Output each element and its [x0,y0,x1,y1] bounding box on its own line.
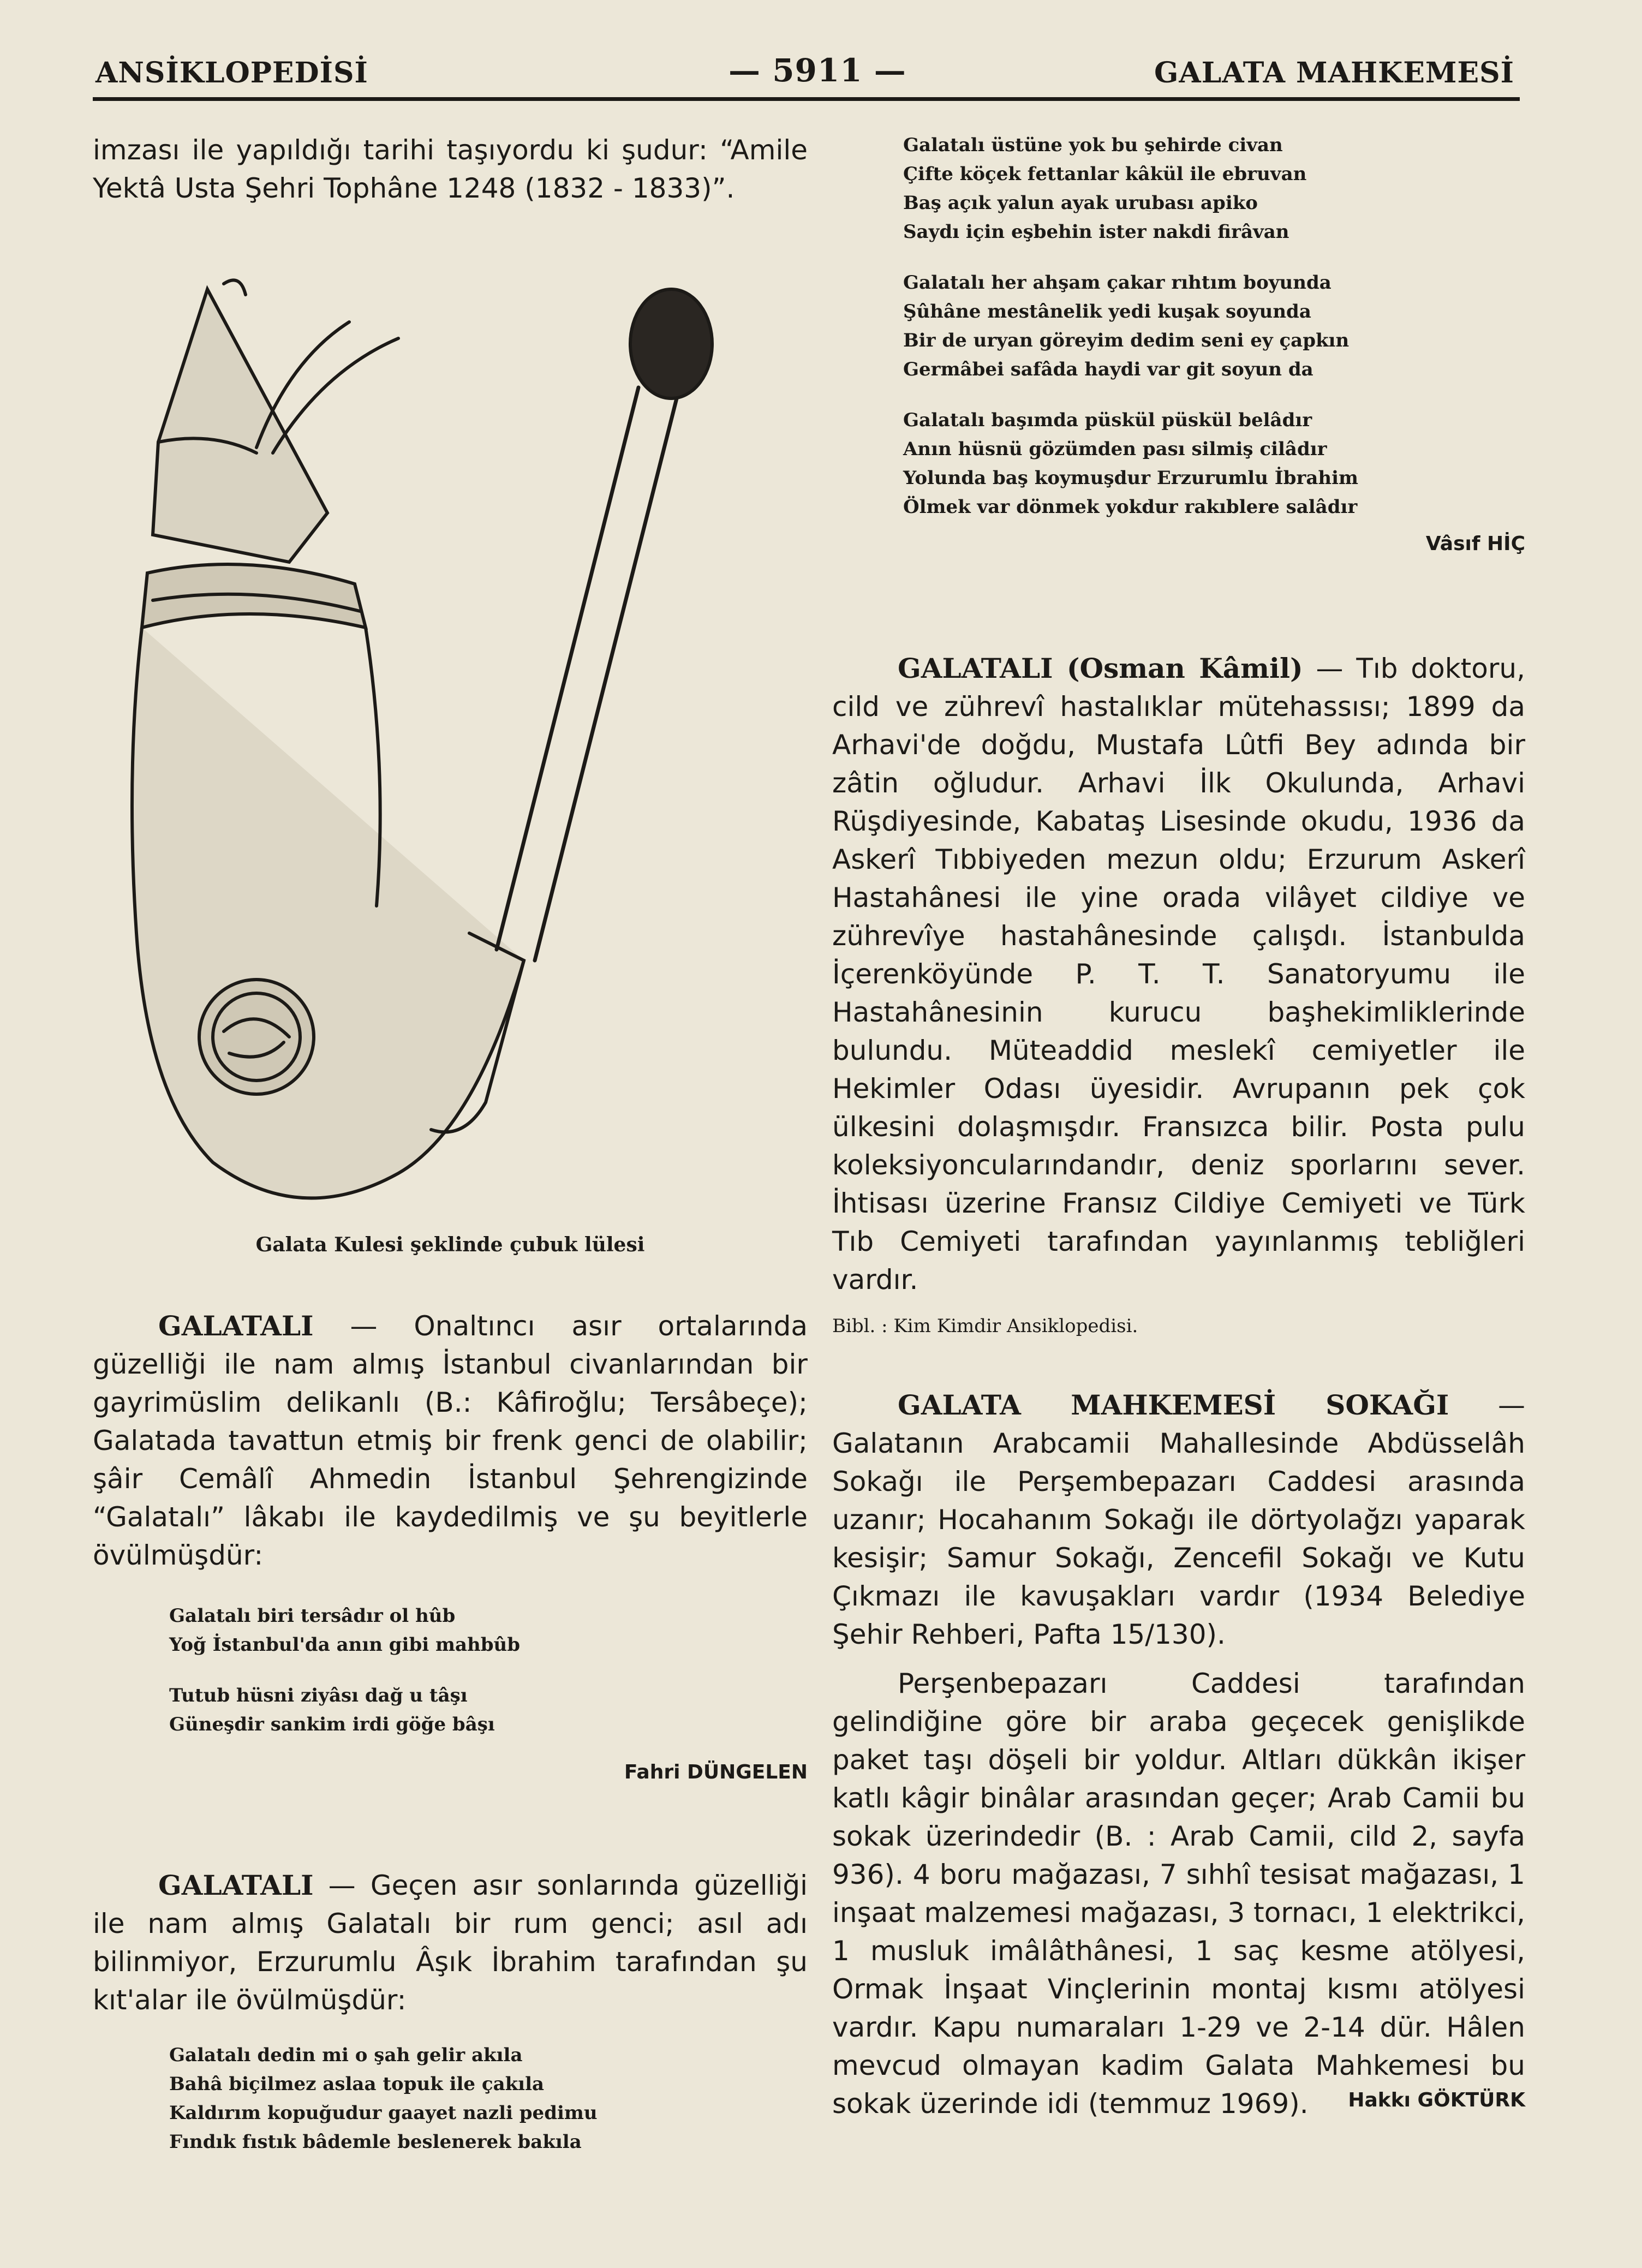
left-column [93,131,808,207]
verse-line: Bir de uryan göreyim dedim seni ey çapkın [903,330,1350,351]
entry-head: GALATALI (Osman Kâmil) [898,652,1303,684]
entry-galatali-1 [93,1307,808,1783]
entry-text-2: Perşenbepazarı Caddesi tarafından gelindiğine göre bir araba geçecek genişlikde paket taşı döşeli bir yoldur. Altları dükkân ikişer katlı kâgir binâlar arasından geçer; Arab Camii bu sokak üzerindedir (B. : Arab Camii, cild 2, sayfa 936). 4 boru mağazası, 7 sıhhî tesisat mağazası, 1 inşaat malzemesi mağazası, 3 tornacı, 1 elektrikci, 1 musluk imâlâthânesi, 1 saç kesme atölyesi, Ormak İnşaat Vinçlerinin montaj kısmı atölyesi vardır. Kapu numaraları 1-29 ve 2-14 dür. Hâlen mevcud olmayan kadim Galata Mahkemesi bu sokak üzerinde idi (temmuz 1969). [832,1668,1525,2120]
author-signature: Hakkı GÖKTÜRK [1348,2089,1525,2111]
verse-line: Fındık fıstık bâdemle beslenerek bakıla [169,2131,582,2153]
entry-osman-kamil [832,649,1525,1337]
entry-text: GALATALI — Onaltıncı asır ortalarında güzelliği ile nam almış İstanbul civanlarından bir gayrimüslim delikanlı (B.: Kâfiroğlu; Tersâbeçe); Galatada tavattun etmiş bir frenk genci de olabilir; şâir Cemâlî Ahmedin İstanbul Şehrengizinde “Galatalı” lâkabı ile kaydedilmiş ve şu beyitlerle övülmüşdür: [93,1310,808,1571]
verse-line: Galatalı her ahşam çakar rıhtım boyunda [903,272,1331,294]
entry-head: GALATA MAHKEMESİ SOKAĞI [898,1389,1449,1421]
illustration-caption: Galata Kulesi şeklinde çubuk lülesi [255,1233,645,1256]
page-number: — 5911 — [729,52,906,89]
verse-line: Baş açık yalun ayak urubası apiko [903,192,1258,214]
verse-line: Yolunda baş koymuşdur Erzurumlu İbrahim [903,467,1359,489]
verse-line: Yoğ İstanbul'da anın gibi mahbûb [169,1634,520,1656]
entry-text: GALATALI (Osman Kâmil) — Tıb doktoru, cild ve zührevî hastalıklar mütehassısı; 1899 da Arhavi'de doğdu, Mustafa Lûtfi Bey adında bir zâtin oğludur. Arhavi İlk Okulunda, Arhavi Rüşdiyesinde, Kabataş Lisesinde okudu, 1936 da Askerî Tıbbiyeden mezun oldu; Erzurum Askerî Hastahânesi ile yine orada vilâyet cildiye ve zührevîye hastahânesinde çalışdı. İstanbulda İçerenköyünde P. T. T. Sanatoryumu ile Hastahânesinin kurucu başhekimliklerinde bulundu. Müteaddid meslekî cemiyetler ile Hekimler Odası üyesidir. Avrupanın pek çok ülkesini dolaşmışdır. Fransızca bilir. Posta pulu koleksiyoncularındandır, deniz sporlarını sever. İhtisası üzerine Fransız Cildiye Cemiyeti ve Türk Tıb Cemiyeti tarafından yayınlanmış tebliğleri vardır. [832,652,1525,1296]
verse-line: Bahâ biçilmez aslaa topuk ile çakıla [169,2073,545,2095]
entry-galatali-2 [93,1866,808,2157]
author-signature: Fahri DÜNGELEN [624,1761,808,1783]
pipe-bowl-illustration [93,278,808,1228]
pipe-drawing [93,278,808,1228]
entry-mahkemesi-sokagi [832,1386,1525,2120]
header-right: GALATA MAHKEMESİ [1154,56,1514,89]
verse-line: Galatalı dedin mi o şah gelir akıla [169,2044,523,2066]
intro-paragraph: imzası ile yapıldığı tarihi taşıyordu ki şudur: “Amile Yektâ Usta Şehri Tophâne 1248 (1832 - 1833)”. [93,134,808,204]
verse-stanza [903,268,1525,384]
verse-line: Galatalı üstüne yok bu şehirde civan [903,134,1283,156]
verse-stanza [169,1602,808,1660]
header-left: ANSİKLOPEDİSİ [95,56,368,89]
verse-line: Güneşdir sankim irdi göğe bâşı [169,1714,495,1735]
verse-line: Saydı için eşbehin ister nakdi firâvan [903,221,1289,243]
entry-text: GALATALI — Geçen asır sonlarında güzelliği ile nam almış Galatalı bir rum genci; asıl adı bilinmiyor, Erzurumlu Âşık İbrahim tarafından şu kıt'alar ile övülmüşdür: [93,1869,808,2016]
verse-line: Galatalı biri tersâdır ol hûb [169,1605,456,1627]
header-rule [93,97,1520,101]
verse-line: Tutub hüsni ziyâsı dağ u tâşı [169,1685,468,1706]
verse-line: Germâbei safâda haydi var git soyun da [903,359,1313,380]
entry-head: GALATALI [158,1869,314,1901]
verse-stanza [903,131,1525,247]
page-header [95,52,1514,96]
verse-line: Anın hüsnü gözümden pası silmiş cilâdır [903,438,1327,460]
author-signature: Vâsıf HİÇ [1425,533,1525,555]
verse-line: Ölmek var dönmek yokdur rakıblere salâdır [903,496,1358,518]
verse-block-right [903,131,1525,522]
bibliography: Bibl. : Kim Kimdir Ansiklopedisi. [832,1315,1138,1337]
verse-stanza [903,406,1525,522]
verse-block-1 [169,1602,808,1739]
verse-line: Çifte köçek fettanlar kâkül ile ebruvan [903,163,1307,185]
right-column [832,131,1525,555]
verse-stanza [169,1681,808,1739]
verse-line: Kaldırım kopuğudur gaayet nazli pedimu [169,2102,598,2124]
verse-line: Galatalı başımda püskül püskül belâdır [903,409,1312,431]
entry-text: GALATA MAHKEMESİ SOKAĞI — Galatanın Arabcamii Mahallesinde Abdüsselâh Sokağı ile Perşembepazarı Caddesi arasında uzanır; Hocahanım Sokağı ile dörtyolağzı yaparak kesişir; Samur Sokağı, Zencefil Sokağı ve Kutu Çıkmazı ile kavuşakları vardır (1934 Belediye Şehir Rehberi, Pafta 15/130). [832,1389,1525,1650]
verse-line: Şûhâne mestânelik yedi kuşak soyunda [903,301,1311,323]
verse-block-2 [169,2041,808,2157]
entry-head: GALATALI [158,1310,314,1342]
caption-block [93,1233,808,1256]
